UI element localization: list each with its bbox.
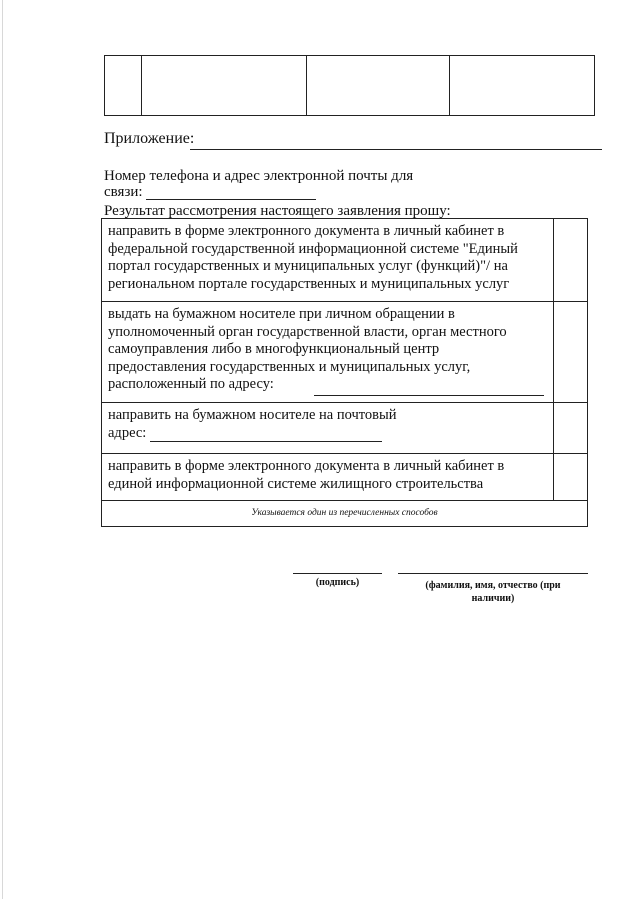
scan-edge — [2, 0, 3, 899]
option-line: портал государственных и муниципальных услуг (функций)"/ на — [108, 258, 508, 274]
full-name-label-line1: (фамилия, имя, отчество (при — [425, 580, 561, 591]
option-line: предоставления государственных и муниципальных услуг, — [108, 358, 471, 375]
postal-address-field[interactable] — [150, 441, 382, 442]
option-line: направить в форме электронного документа в личный кабинет в — [108, 223, 505, 239]
result-option-electronic-portal — [101, 218, 588, 302]
full-name-field[interactable] — [398, 573, 588, 574]
signature-label: (подпись) — [315, 577, 360, 588]
result-option-paper-in-person — [101, 301, 588, 403]
option-line: направить на бумажном носителе на почтовый — [108, 407, 397, 423]
full-name-label-line2: наличии) — [471, 593, 515, 604]
signature-field[interactable] — [293, 573, 382, 574]
option-text — [102, 219, 554, 301]
option-line: единой информационной системе жилищного строительства — [108, 475, 484, 492]
option-text — [102, 302, 554, 402]
result-option-paper-by-mail — [101, 402, 588, 454]
option-text — [102, 454, 554, 500]
table-cell — [142, 56, 307, 115]
option-checkbox[interactable] — [554, 454, 587, 500]
option-line: адрес: — [108, 424, 147, 441]
result-option-housing-system — [101, 453, 588, 501]
table-cell — [450, 56, 594, 115]
contact-label-line1: Номер телефона и адрес электронной почты для — [104, 168, 414, 184]
option-line: расположенный по адресу: — [108, 376, 274, 392]
option-text — [102, 403, 554, 453]
table-cell — [307, 56, 450, 115]
option-line: федеральной государственной информационной системе "Единый — [108, 240, 518, 257]
option-checkbox[interactable] — [554, 403, 587, 453]
option-line: выдать на бумажном носителе при личном обращении в — [108, 306, 455, 322]
contact-label-line2: связи: — [104, 184, 143, 200]
option-line: самоуправления либо в многофункциональный центр — [108, 341, 440, 357]
option-checkbox[interactable] — [554, 219, 587, 301]
table-cell — [105, 56, 142, 115]
method-note: Указывается один из перечисленных способов — [101, 500, 588, 527]
address-field[interactable] — [314, 395, 544, 396]
contact-field[interactable] — [146, 199, 316, 200]
option-line: уполномоченный орган государственной власти, орган местного — [108, 323, 507, 340]
attachment-field[interactable] — [190, 149, 602, 150]
result-heading: Результат рассмотрения настоящего заявления прошу: — [104, 203, 451, 219]
option-checkbox[interactable] — [554, 302, 587, 402]
previous-table-fragment — [104, 55, 595, 116]
option-line: региональном портале государственных и муниципальных услуг — [108, 275, 510, 292]
option-line: направить в форме электронного документа в личный кабинет в — [108, 458, 505, 474]
attachment-label: Приложение: — [104, 130, 195, 147]
